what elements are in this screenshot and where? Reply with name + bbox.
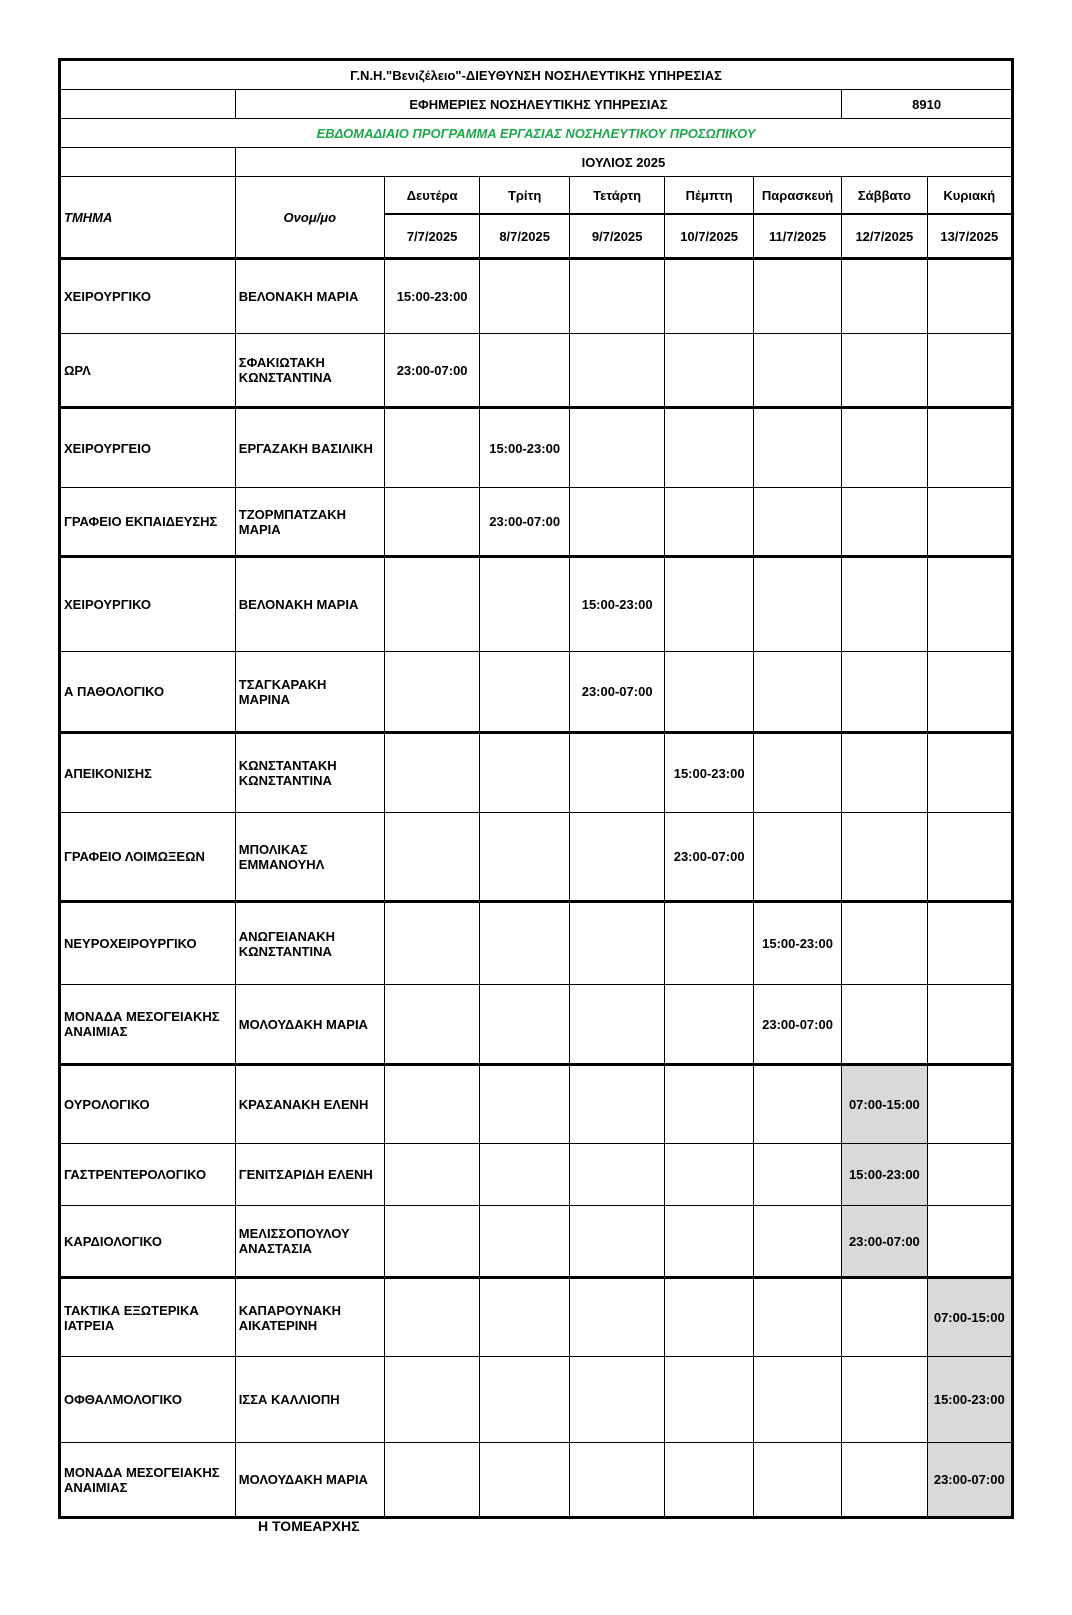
department-cell: ΓΡΑΦΕΙΟ ΛΟΙΜΩΞΕΩΝ bbox=[60, 813, 236, 902]
empty-cell bbox=[842, 813, 927, 902]
shift-cell: 23:00-07:00 bbox=[384, 334, 480, 408]
empty-cell bbox=[384, 1206, 480, 1278]
empty-cell bbox=[927, 408, 1012, 488]
empty-cell bbox=[480, 902, 569, 985]
empty-cell bbox=[384, 1443, 480, 1518]
empty-cell bbox=[842, 557, 927, 652]
empty-cell bbox=[480, 334, 569, 408]
name-cell: ΤΖΟΡΜΠΑΤΖΑΚΗ ΜΑΡΙΑ bbox=[235, 488, 384, 557]
empty-cell bbox=[665, 902, 753, 985]
name-cell: ΚΑΠΑΡΟΥΝΑΚΗ ΑΙΚΑΤΕΡΙΝΗ bbox=[235, 1278, 384, 1357]
shift-cell: 15:00-23:00 bbox=[665, 733, 753, 813]
empty-cell bbox=[927, 1144, 1012, 1206]
empty-cell bbox=[927, 652, 1012, 733]
subtitle: ΕΦΗΜΕΡΙΕΣ ΝΟΣΗΛΕΥΤΙΚΗΣ ΥΠΗΡΕΣΙΑΣ bbox=[235, 90, 841, 119]
empty-cell bbox=[384, 733, 480, 813]
shift-cell: 15:00-23:00 bbox=[384, 259, 480, 334]
empty-cell bbox=[842, 408, 927, 488]
empty-cell bbox=[842, 1357, 927, 1443]
name-cell: ΙΣΣΑ ΚΑΛΛΙΟΠΗ bbox=[235, 1357, 384, 1443]
empty-cell bbox=[384, 488, 480, 557]
empty-cell bbox=[842, 985, 927, 1065]
blank-cell bbox=[60, 90, 236, 119]
empty-cell bbox=[665, 1357, 753, 1443]
department-cell: ΩΡΛ bbox=[60, 334, 236, 408]
empty-cell bbox=[480, 1065, 569, 1144]
empty-cell bbox=[927, 1065, 1012, 1144]
empty-cell bbox=[569, 408, 665, 488]
empty-cell bbox=[665, 334, 753, 408]
table-row bbox=[60, 1278, 1013, 1357]
empty-cell bbox=[927, 259, 1012, 334]
table-row bbox=[60, 813, 1013, 902]
empty-cell bbox=[569, 1065, 665, 1144]
empty-cell bbox=[665, 1065, 753, 1144]
empty-cell bbox=[569, 902, 665, 985]
department-cell: ΧΕΙΡΟΥΡΓΙΚΟ bbox=[60, 259, 236, 334]
empty-cell bbox=[842, 488, 927, 557]
day-header: Δευτέρα bbox=[384, 177, 480, 215]
empty-cell bbox=[753, 557, 841, 652]
empty-cell bbox=[753, 1443, 841, 1518]
shift-cell: 23:00-07:00 bbox=[842, 1206, 927, 1278]
date-header: 8/7/2025 bbox=[480, 214, 569, 259]
empty-cell bbox=[753, 1065, 841, 1144]
name-cell: ΜΕΛΙΣΣΟΠΟΥΛΟΥ ΑΝΑΣΤΑΣΙΑ bbox=[235, 1206, 384, 1278]
department-cell: ΟΦΘΑΛΜΟΛΟΓΙΚΟ bbox=[60, 1357, 236, 1443]
department-cell: ΟΥΡΟΛΟΓΙΚΟ bbox=[60, 1065, 236, 1144]
empty-cell bbox=[753, 1144, 841, 1206]
empty-cell bbox=[927, 557, 1012, 652]
date-header: 13/7/2025 bbox=[927, 214, 1012, 259]
code-number: 8910 bbox=[842, 90, 1013, 119]
shift-cell: 23:00-07:00 bbox=[569, 652, 665, 733]
empty-cell bbox=[480, 813, 569, 902]
table-row bbox=[60, 902, 1013, 985]
empty-cell bbox=[480, 1206, 569, 1278]
empty-cell bbox=[927, 902, 1012, 985]
empty-cell bbox=[569, 1206, 665, 1278]
shift-cell: 23:00-07:00 bbox=[927, 1443, 1012, 1518]
empty-cell bbox=[384, 1065, 480, 1144]
day-header: Κυριακή bbox=[927, 177, 1012, 215]
empty-cell bbox=[384, 652, 480, 733]
empty-cell bbox=[569, 733, 665, 813]
shift-cell: 15:00-23:00 bbox=[480, 408, 569, 488]
empty-cell bbox=[665, 1278, 753, 1357]
empty-cell bbox=[480, 1357, 569, 1443]
shift-cell: 15:00-23:00 bbox=[569, 557, 665, 652]
table-row bbox=[60, 334, 1013, 408]
empty-cell bbox=[569, 1443, 665, 1518]
department-cell: ΚΑΡΔΙΟΛΟΓΙΚΟ bbox=[60, 1206, 236, 1278]
name-cell: ΤΣΑΓΚΑΡΑΚΗ ΜΑΡΙΝΑ bbox=[235, 652, 384, 733]
shift-cell: 07:00-15:00 bbox=[927, 1278, 1012, 1357]
empty-cell bbox=[665, 557, 753, 652]
empty-cell bbox=[842, 1443, 927, 1518]
program-title: ΕΒΔΟΜΑΔΙΑΙΟ ΠΡΟΓΡΑΜΜΑ ΕΡΓΑΣΙΑΣ ΝΟΣΗΛΕΥΤΙΚΟΥ ΠΡΟΣΩΠΙΚΟΥ bbox=[60, 119, 1013, 148]
empty-cell bbox=[665, 488, 753, 557]
table-row bbox=[60, 1443, 1013, 1518]
table-row bbox=[60, 1357, 1013, 1443]
name-cell: ΒΕΛΟΝΑΚΗ ΜΑΡΙΑ bbox=[235, 259, 384, 334]
name-cell: ΚΡΑΣΑΝΑΚΗ ΕΛΕΝΗ bbox=[235, 1065, 384, 1144]
empty-cell bbox=[569, 1278, 665, 1357]
date-header: 11/7/2025 bbox=[753, 214, 841, 259]
empty-cell bbox=[384, 902, 480, 985]
table-row bbox=[60, 557, 1013, 652]
empty-cell bbox=[665, 652, 753, 733]
empty-cell bbox=[842, 334, 927, 408]
name-header: Ονομ/μο bbox=[235, 177, 384, 259]
empty-cell bbox=[569, 985, 665, 1065]
empty-cell bbox=[927, 985, 1012, 1065]
department-cell: ΝΕΥΡΟΧΕΙΡΟΥΡΓΙΚΟ bbox=[60, 902, 236, 985]
month-label: ΙΟΥΛΙΟΣ 2025 bbox=[235, 148, 1012, 177]
empty-cell bbox=[569, 334, 665, 408]
empty-cell bbox=[753, 259, 841, 334]
shift-cell: 15:00-23:00 bbox=[753, 902, 841, 985]
empty-cell bbox=[842, 733, 927, 813]
roster-table bbox=[58, 58, 1014, 1519]
department-cell: ΓΡΑΦΕΙΟ ΕΚΠΑΙΔΕΥΣΗΣ bbox=[60, 488, 236, 557]
empty-cell bbox=[665, 259, 753, 334]
date-header: 7/7/2025 bbox=[384, 214, 480, 259]
empty-cell bbox=[753, 733, 841, 813]
empty-cell bbox=[384, 1144, 480, 1206]
empty-cell bbox=[927, 733, 1012, 813]
empty-cell bbox=[665, 1144, 753, 1206]
empty-cell bbox=[842, 902, 927, 985]
empty-cell bbox=[753, 408, 841, 488]
empty-cell bbox=[569, 1144, 665, 1206]
department-cell: ΧΕΙΡΟΥΡΓΙΚΟ bbox=[60, 557, 236, 652]
table-row bbox=[60, 488, 1013, 557]
empty-cell bbox=[569, 813, 665, 902]
table-row bbox=[60, 1144, 1013, 1206]
hospital-title: Γ.Ν.Η."Βενιζέλειο"-ΔΙΕΥΘΥΝΣΗ ΝΟΣΗΛΕΥΤΙΚΗΣ ΥΠΗΡΕΣΙΑΣ bbox=[60, 60, 1013, 90]
empty-cell bbox=[480, 1144, 569, 1206]
date-header: 9/7/2025 bbox=[569, 214, 665, 259]
empty-cell bbox=[384, 985, 480, 1065]
day-header: Τρίτη bbox=[480, 177, 569, 215]
empty-cell bbox=[753, 652, 841, 733]
shift-cell: 23:00-07:00 bbox=[480, 488, 569, 557]
department-cell: ΑΠΕΙΚΟΝΙΣΗΣ bbox=[60, 733, 236, 813]
name-cell: ΕΡΓΑΖΑΚΗ ΒΑΣΙΛΙΚΗ bbox=[235, 408, 384, 488]
empty-cell bbox=[842, 1278, 927, 1357]
empty-cell bbox=[384, 1278, 480, 1357]
shift-cell: 15:00-23:00 bbox=[842, 1144, 927, 1206]
shift-cell: 23:00-07:00 bbox=[665, 813, 753, 902]
name-cell: ΜΟΛΟΥΔΑΚΗ ΜΑΡΙΑ bbox=[235, 1443, 384, 1518]
empty-cell bbox=[842, 652, 927, 733]
empty-cell bbox=[753, 488, 841, 557]
blank-cell bbox=[60, 148, 236, 177]
empty-cell bbox=[753, 813, 841, 902]
empty-cell bbox=[665, 1206, 753, 1278]
empty-cell bbox=[569, 1357, 665, 1443]
empty-cell bbox=[480, 259, 569, 334]
table-row bbox=[60, 733, 1013, 813]
date-header: 12/7/2025 bbox=[842, 214, 927, 259]
department-cell: ΓΑΣΤΡΕΝΤΕΡΟΛΟΓΙΚΟ bbox=[60, 1144, 236, 1206]
day-header: Τετάρτη bbox=[569, 177, 665, 215]
empty-cell bbox=[927, 1206, 1012, 1278]
empty-cell bbox=[480, 557, 569, 652]
empty-cell bbox=[384, 1357, 480, 1443]
empty-cell bbox=[384, 408, 480, 488]
empty-cell bbox=[480, 1278, 569, 1357]
department-cell: ΜΟΝΑΔΑ ΜΕΣΟΓΕΙΑΚΗΣ ΑΝΑΙΜΙΑΣ bbox=[60, 985, 236, 1065]
empty-cell bbox=[480, 652, 569, 733]
empty-cell bbox=[753, 1357, 841, 1443]
name-cell: ΒΕΛΟΝΑΚΗ ΜΑΡΙΑ bbox=[235, 557, 384, 652]
department-cell: ΤΑΚΤΙΚΑ ΕΞΩΤΕΡΙΚΑ ΙΑΤΡΕΙΑ bbox=[60, 1278, 236, 1357]
empty-cell bbox=[384, 557, 480, 652]
table-row bbox=[60, 985, 1013, 1065]
day-header: Σάββατο bbox=[842, 177, 927, 215]
department-cell: ΧΕΙΡΟΥΡΓΕΙΟ bbox=[60, 408, 236, 488]
empty-cell bbox=[480, 733, 569, 813]
day-header: Παρασκευή bbox=[753, 177, 841, 215]
name-cell: ΓΕΝΙΤΣΑΡΙΔΗ ΕΛΕΝΗ bbox=[235, 1144, 384, 1206]
shift-cell: 23:00-07:00 bbox=[753, 985, 841, 1065]
table-row bbox=[60, 1206, 1013, 1278]
department-cell: ΜΟΝΑΔΑ ΜΕΣΟΓΕΙΑΚΗΣ ΑΝΑΙΜΙΑΣ bbox=[60, 1443, 236, 1518]
empty-cell bbox=[480, 1443, 569, 1518]
table-row bbox=[60, 1065, 1013, 1144]
table-row bbox=[60, 652, 1013, 733]
empty-cell bbox=[927, 813, 1012, 902]
department-cell: Α ΠΑΘΟΛΟΓΙΚΟ bbox=[60, 652, 236, 733]
signature-label: Η ΤΟΜΕΑΡΧΗΣ bbox=[258, 1518, 360, 1534]
name-cell: ΑΝΩΓΕΙΑΝΑΚΗ ΚΩΝΣΤΑΝΤΙΝΑ bbox=[235, 902, 384, 985]
empty-cell bbox=[753, 334, 841, 408]
empty-cell bbox=[480, 985, 569, 1065]
department-header: ΤΜΗΜΑ bbox=[60, 177, 236, 259]
empty-cell bbox=[927, 334, 1012, 408]
date-header: 10/7/2025 bbox=[665, 214, 753, 259]
name-cell: ΜΟΛΟΥΔΑΚΗ ΜΑΡΙΑ bbox=[235, 985, 384, 1065]
name-cell: ΚΩΝΣΤΑΝΤΑΚΗ ΚΩΝΣΤΑΝΤΙΝΑ bbox=[235, 733, 384, 813]
day-header: Πέμπτη bbox=[665, 177, 753, 215]
shift-cell: 15:00-23:00 bbox=[927, 1357, 1012, 1443]
empty-cell bbox=[753, 1206, 841, 1278]
table-row bbox=[60, 259, 1013, 334]
empty-cell bbox=[569, 259, 665, 334]
empty-cell bbox=[753, 1278, 841, 1357]
empty-cell bbox=[665, 408, 753, 488]
empty-cell bbox=[665, 1443, 753, 1518]
empty-cell bbox=[927, 488, 1012, 557]
empty-cell bbox=[842, 259, 927, 334]
name-cell: ΣΦΑΚΙΩΤΑΚΗ ΚΩΝΣΤΑΝΤΙΝΑ bbox=[235, 334, 384, 408]
empty-cell bbox=[665, 985, 753, 1065]
shift-cell: 07:00-15:00 bbox=[842, 1065, 927, 1144]
name-cell: ΜΠΟΛΙΚΑΣ ΕΜΜΑΝΟΥΗΛ bbox=[235, 813, 384, 902]
empty-cell bbox=[569, 488, 665, 557]
empty-cell bbox=[384, 813, 480, 902]
table-row bbox=[60, 408, 1013, 488]
